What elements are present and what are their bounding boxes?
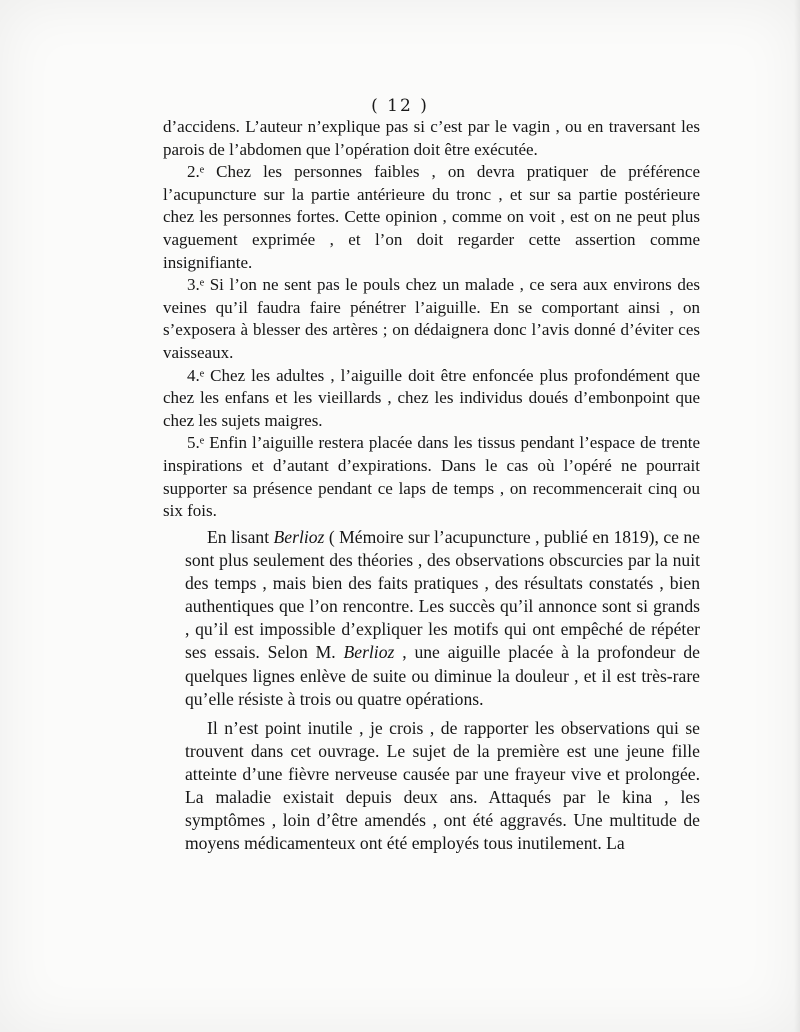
paragraph bbox=[185, 526, 700, 711]
text-run: ( Mémoire sur l’acupuncture , publié en 1819), ce ne sont plus seulement des théories , des observations obscurcies par la nuit des temps , mais bien des faits pratiques , des résultats constatés , bien authentiques que l’on rencontre. Les succès qu’il annonce sont si grands , qu’il est impossible d’expliquer les motifs qui ont empêché de répéter ses essais. Selon M. bbox=[185, 527, 700, 663]
body-text-small bbox=[163, 116, 700, 523]
author-name: Berlioz bbox=[273, 527, 325, 547]
paragraph: Il n’est point inutile , je crois , de rapporter les observations qui se trouvent dans cet ouvrage. Le sujet de la première est une jeune fille atteinte d’une fièvre nerveuse causée par une frayeur vive et prolongée. La maladie existait depuis deux ans. Attaqués par le kina , les symptômes , loin d’être amendés , ont été aggravés. Une multitude de moyens médicamenteux ont été employés tous inutilement. La bbox=[185, 717, 700, 854]
page-number: ( 12 ) bbox=[371, 96, 429, 116]
paragraph: 3.ᵉ Si l’on ne sent pas le pouls chez un malade , ce sera aux environs des veines qu’il faudra faire pénétrer l’aiguille. En se comportant ainsi , on s’exposera à blesser des artères ; on dédaignera donc l’avis donné d’éviter ces vaisseaux. bbox=[163, 275, 700, 362]
author-name: Berlioz bbox=[343, 642, 395, 663]
text-run: En lisant bbox=[207, 527, 274, 547]
text-run: , une aiguille placée à la profondeur de quelques lignes enlève de suite ou diminue la douleur , et il est très-rare qu’elle résiste à trois ou quatre opérations. bbox=[185, 642, 700, 709]
paragraph: 2.ᵉ Chez les personnes faibles , on devra pratiquer de préférence l’acupuncture sur la partie antérieure du tronc , et sur sa partie postérieure chez les personnes fortes. Cette opinion , comme on voit , est on ne peut plus vaguement exprimée , et l’on doit regarder cette assertion comme insignifiante. bbox=[163, 162, 700, 272]
paragraph: 5.ᵉ Enfin l’aiguille restera placée dans les tissus pendant l’espace de trente inspirations et d’autant d’expirations. Dans le cas où l’opéré ne pourrait supporter sa présence pendant ce laps de temps , on recommencerait cinq ou six fois. bbox=[163, 433, 700, 521]
paragraph: 4.ᵉ Chez les adultes , l’aiguille doit être enfoncée plus profondément que chez les enfans et les vieillards , chez les individus doués d’embonpoint que chez les sujets maigres. bbox=[163, 365, 700, 430]
page-edge-shadow bbox=[794, 0, 800, 1032]
body-text-large bbox=[185, 520, 700, 855]
paragraph: d’accidens. L’auteur n’explique pas si c’est par le vagin , ou en traversant les parois de l’abdomen que l’opération doit être exécutée. bbox=[163, 117, 700, 159]
